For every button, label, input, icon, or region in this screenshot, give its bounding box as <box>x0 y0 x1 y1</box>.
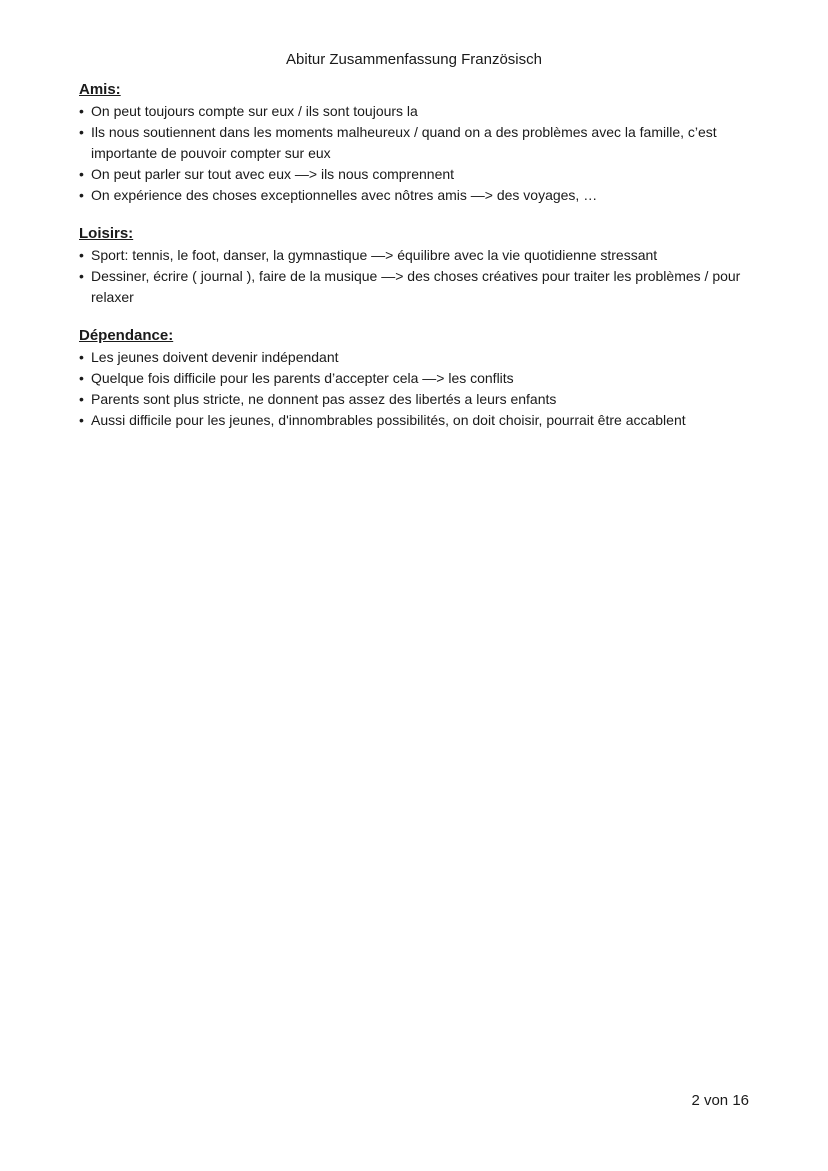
bullet-icon: • <box>79 349 84 365</box>
list-item <box>79 389 759 410</box>
section-amis <box>79 80 759 206</box>
list-item <box>79 101 759 122</box>
list-item-text: Quelque fois difficile pour les parents d’accepter cela —> les conflits <box>91 370 514 386</box>
page-number: 2 von 16 <box>691 1092 749 1109</box>
list-item-text: Dessiner, écrire ( journal ), faire de la musique —> des choses créatives pour traiter les problèmes / pour relaxer <box>91 268 741 305</box>
list-item-text: Ils nous soutiennent dans les moments malheureux / quand on a des problèmes avec la famille, c’est importante de pouvoir compter sur eux <box>91 124 717 161</box>
bullet-icon: • <box>79 391 84 407</box>
bullet-icon: • <box>79 247 84 263</box>
list-item-text: Aussi difficile pour les jeunes, d'innombrables possibilités, on doit choisir, pourrait être accablent <box>91 412 686 428</box>
section-dependance <box>79 326 759 431</box>
section-heading: Dépendance: <box>79 327 174 344</box>
list-item-text: Parents sont plus stricte, ne donnent pas assez des libertés a leurs enfants <box>91 391 557 407</box>
bullet-icon: • <box>79 412 84 428</box>
bullet-icon: • <box>79 166 84 182</box>
list-item <box>79 122 759 164</box>
list-item <box>79 266 759 308</box>
list-item <box>79 185 759 206</box>
list-item-text: On peut toujours compte sur eux / ils sont toujours la <box>91 103 418 119</box>
list-item <box>79 164 759 185</box>
section-loisirs <box>79 224 759 308</box>
list-item <box>79 347 759 368</box>
bullet-list <box>79 101 759 206</box>
bullet-list <box>79 347 759 431</box>
document-title: Abitur Zusammenfassung Französisch <box>286 51 542 68</box>
list-item-text: On peut parler sur tout avec eux —> ils nous comprennent <box>91 166 455 182</box>
bullet-icon: • <box>79 124 84 140</box>
list-item-text: Sport: tennis, le foot, danser, la gymnastique —> équilibre avec la vie quotidienne stressant <box>91 247 658 263</box>
section-heading: Amis: <box>79 81 121 98</box>
bullet-icon: • <box>79 268 84 284</box>
bullet-list <box>79 245 759 308</box>
document-body <box>79 80 759 449</box>
section-heading: Loisirs: <box>79 225 134 242</box>
list-item <box>79 245 759 266</box>
list-item-text: Les jeunes doivent devenir indépendant <box>91 349 339 365</box>
list-item <box>79 410 759 431</box>
list-item <box>79 368 759 389</box>
bullet-icon: • <box>79 370 84 386</box>
bullet-icon: • <box>79 103 84 119</box>
bullet-icon: • <box>79 187 84 203</box>
list-item-text: On expérience des choses exceptionnelles avec nôtres amis —> des voyages, … <box>91 187 598 203</box>
